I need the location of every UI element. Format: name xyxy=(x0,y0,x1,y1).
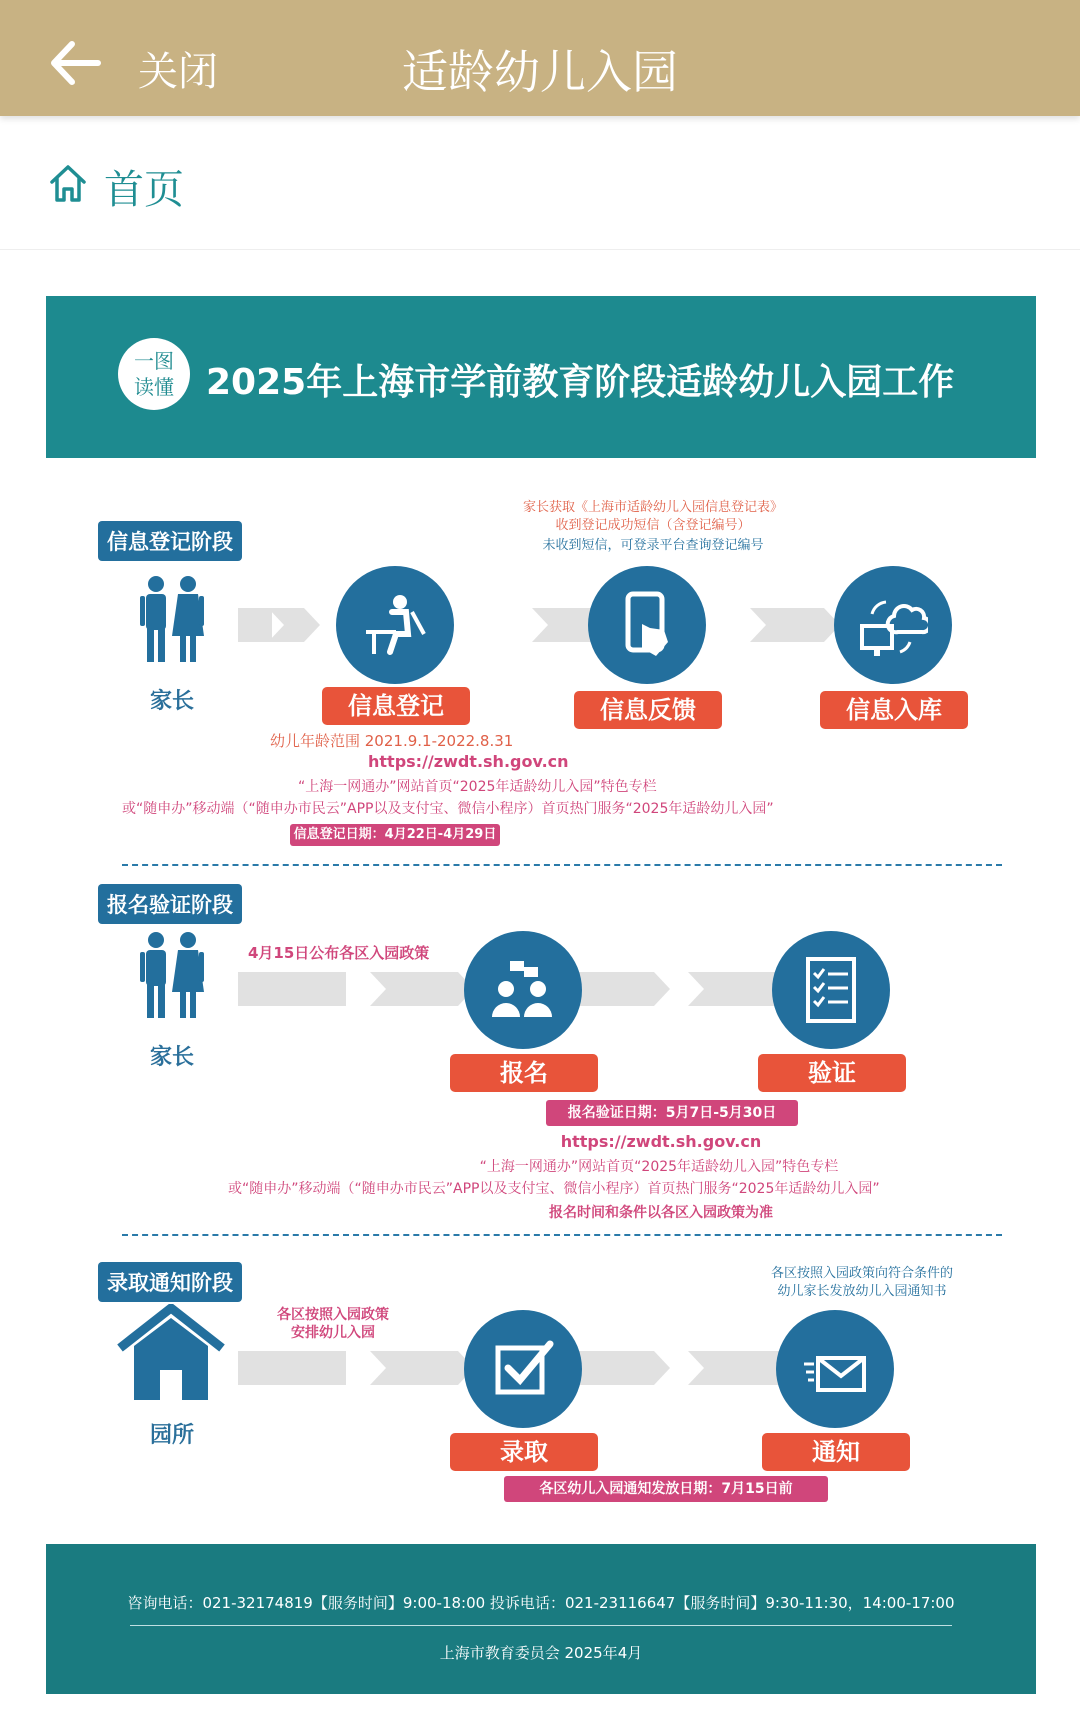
note-notify-line2: 幼儿家长发放幼儿入园通知书 xyxy=(777,1284,947,1299)
date-notice: 各区幼儿入园通知发放日期：7月15日前 xyxy=(504,1476,828,1502)
divider xyxy=(122,1234,1002,1236)
note-mobile: 或“随申办”移动端（“随申办市民云”APP以及支付宝、微信小程序）首页热门服务“2025年适龄幼儿入园” xyxy=(122,801,774,817)
date-registration: 信息登记日期：4月22日-4月29日 xyxy=(290,824,500,846)
flow-arrow xyxy=(238,972,346,1006)
poster-title: 2025年上海市学前教育阶段适龄幼儿入园工作 xyxy=(206,362,955,403)
badge-line-2: 读懂 xyxy=(134,375,174,399)
verify-circle xyxy=(772,931,890,1049)
infographic-poster xyxy=(46,296,1036,1694)
phone-tap-icon xyxy=(612,590,682,660)
contact-info: 咨询电话：021-32174819【服务时间】9:00-18:00 投诉电话：021-23116647【服务时间】9:30-11:30，14:00-17:00 xyxy=(127,1594,955,1612)
notice-circle xyxy=(776,1310,894,1428)
note-url: https://zwdt.sh.gov.cn xyxy=(368,752,569,771)
flow-arrow xyxy=(268,608,320,642)
note-age-range: 幼儿年龄范围 2021.9.1-2022.8.31 xyxy=(270,732,514,750)
flow-arrow xyxy=(370,972,474,1006)
actor-parent: 家长 xyxy=(149,689,194,714)
flow-arrow xyxy=(370,1351,474,1385)
feedback-circle xyxy=(588,566,706,684)
note-conditions: 报名时间和条件以各区入园政策为准 xyxy=(549,1205,773,1221)
actor-kindergarten: 园所 xyxy=(149,1423,194,1448)
checkbox-icon xyxy=(488,1334,558,1404)
people-chat-icon xyxy=(488,955,558,1025)
step-signup: 报名 xyxy=(450,1054,598,1092)
note-arrange-line1: 各区按照入园政策 xyxy=(277,1307,389,1323)
database-circle xyxy=(834,566,952,684)
close-button[interactable]: 关闭 xyxy=(138,49,218,95)
step-info-registration: 信息登记 xyxy=(322,687,470,725)
parents-icon xyxy=(132,574,212,664)
registration-circle xyxy=(336,566,454,684)
poster-footer xyxy=(46,1544,1036,1694)
step-info-feedback: 信息反馈 xyxy=(574,691,722,729)
poster-badge xyxy=(118,338,190,410)
note-portal: “上海一网通办”网站首页“2025年适龄幼儿入园”特色专栏 xyxy=(479,1159,839,1175)
step-info-database: 信息入库 xyxy=(820,691,968,729)
step-notice: 通知 xyxy=(762,1433,910,1471)
flow-arrow xyxy=(750,608,840,642)
stage-label-enrollment: 报名验证阶段 xyxy=(98,884,242,924)
publisher: 上海市教育委员会 2025年4月 xyxy=(439,1644,643,1662)
footer-divider xyxy=(130,1625,952,1626)
person-at-computer-icon xyxy=(360,590,430,660)
checklist-icon xyxy=(796,955,866,1025)
cloud-sync-icon xyxy=(858,590,928,660)
envelope-icon xyxy=(800,1334,870,1404)
parents-icon xyxy=(132,930,212,1020)
flow-arrow xyxy=(238,608,272,642)
note-policy-date: 4月15日公布各区入园政策 xyxy=(248,944,430,962)
home-icon[interactable] xyxy=(48,162,88,204)
note-url: https://zwdt.sh.gov.cn xyxy=(560,1132,762,1151)
step-admission: 录取 xyxy=(450,1433,598,1471)
signup-circle xyxy=(464,931,582,1049)
admission-circle xyxy=(464,1310,582,1428)
note-notify-line1: 各区按照入园政策向符合条件的 xyxy=(770,1266,953,1281)
note-arrange-line2: 安排幼儿入园 xyxy=(291,1325,375,1341)
stage-label-registration: 信息登记阶段 xyxy=(98,521,242,561)
app-header xyxy=(0,0,1080,116)
note-form: 家长获取《上海市适龄幼儿入园信息登记表》 xyxy=(522,500,783,515)
stage-label-admission: 录取通知阶段 xyxy=(98,1262,242,1302)
breadcrumb-home-link[interactable]: 首页 xyxy=(104,167,184,213)
note-portal: “上海一网通办”网站首页“2025年适龄幼儿入园”特色专栏 xyxy=(298,779,657,795)
date-enrollment: 报名验证日期：5月7日-5月30日 xyxy=(546,1100,798,1126)
actor-parent: 家长 xyxy=(149,1045,194,1070)
flow-arrow xyxy=(238,1351,346,1385)
step-verify: 验证 xyxy=(758,1054,906,1092)
note-query: 未收到短信，可登录平台查询登记编号 xyxy=(542,538,764,553)
page-title: 适龄幼儿入园 xyxy=(402,45,678,99)
divider xyxy=(122,864,1002,866)
note-sms: 收到登记成功短信（含登记编号） xyxy=(555,518,751,533)
note-mobile: 或“随申办”移动端（“随申办市民云”APP以及支付宝、微信小程序）首页热门服务“2025年适龄幼儿入园” xyxy=(228,1181,880,1197)
badge-line-1: 一图 xyxy=(134,349,174,373)
poster-header xyxy=(46,296,1036,458)
school-house-icon xyxy=(116,1304,226,1402)
